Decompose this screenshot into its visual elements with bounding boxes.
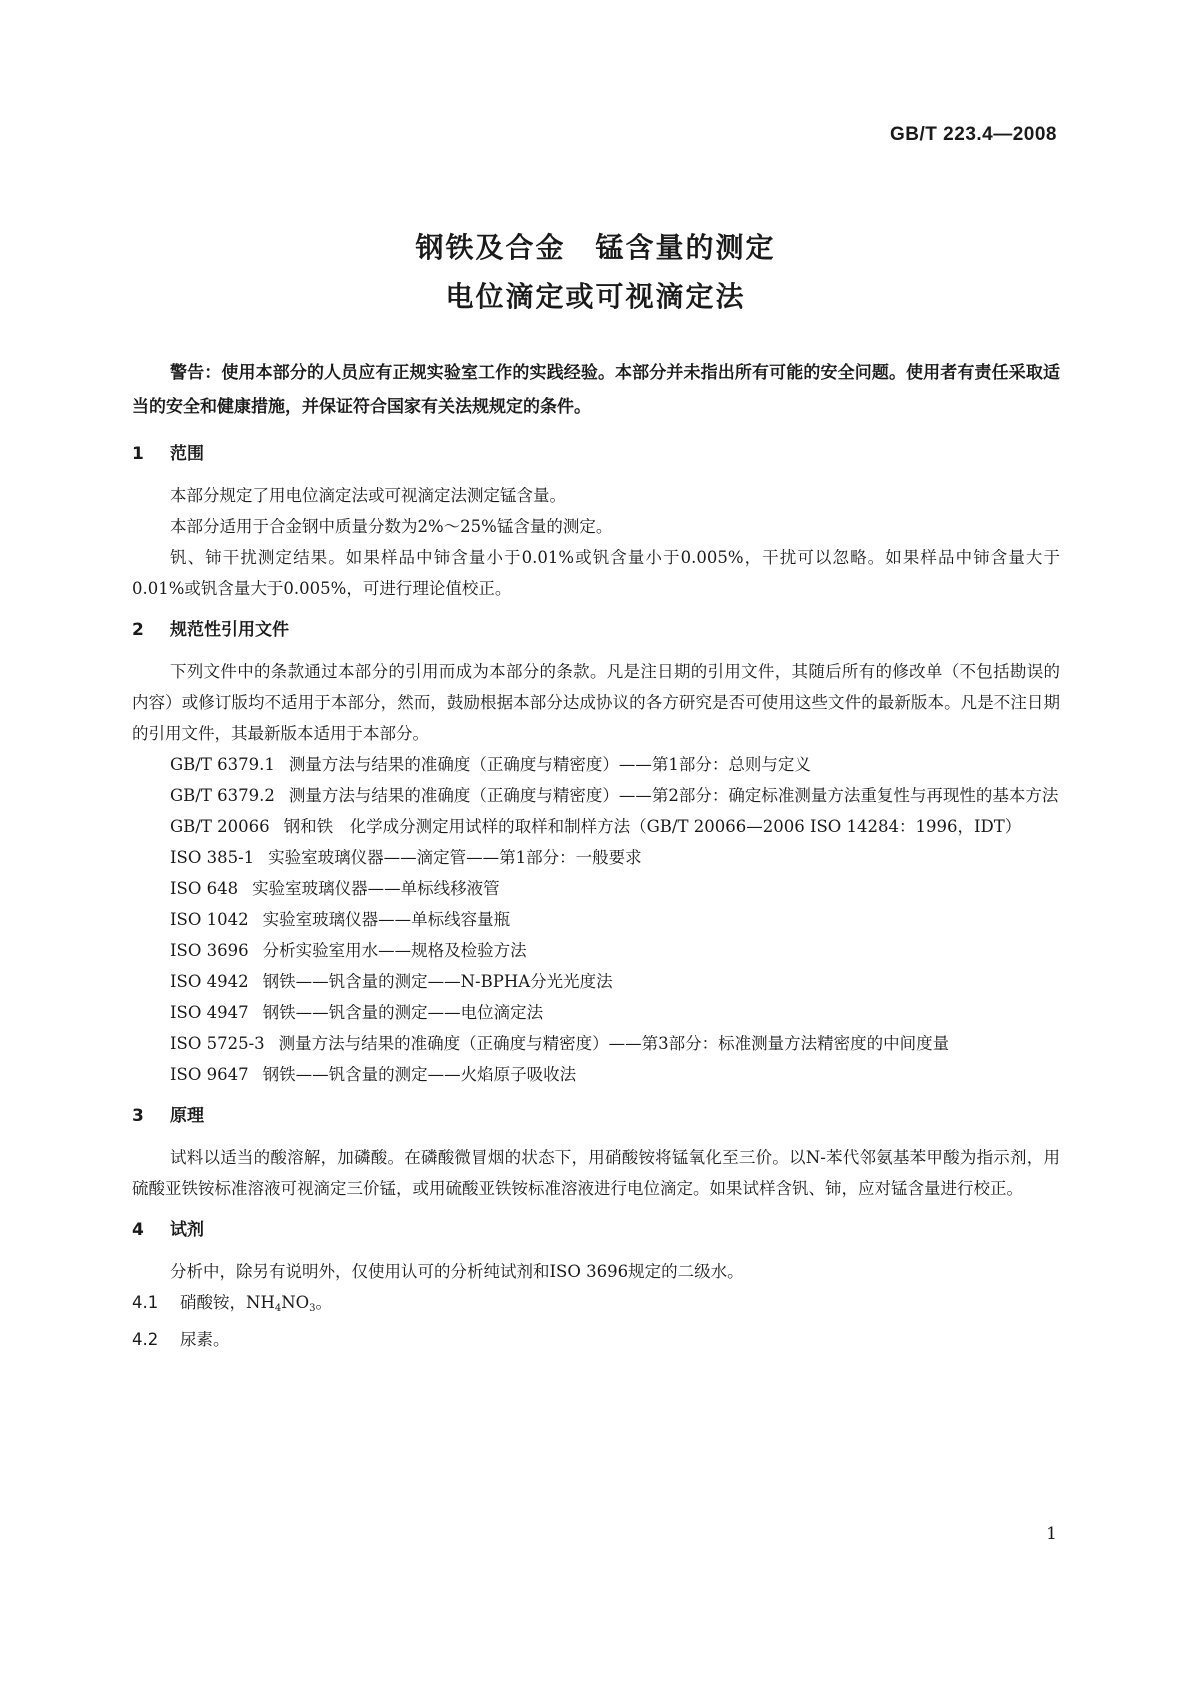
reference-entry xyxy=(132,904,1060,935)
reference-id: ISO 4942 xyxy=(170,972,249,991)
reference-entry xyxy=(132,842,1060,873)
reference-title: 测量方法与结果的准确度（正确度与精密度）——第1部分：总则与定义 xyxy=(288,755,811,774)
reference-id: GB/T 6379.1 xyxy=(170,755,275,774)
formula-part: NH xyxy=(246,1293,275,1312)
reference-entry xyxy=(132,1059,1060,1090)
reference-entry xyxy=(132,966,1060,997)
reference-title: 钢和铁 化学成分测定用试样的取样和制样方法（GB/T 20066—2006 ISO 14284：1996，IDT） xyxy=(283,817,1022,836)
reference-title: 实验室玻璃仪器——单标线移液管 xyxy=(252,879,500,898)
reference-title: 测量方法与结果的准确度（正确度与精密度）——第2部分：确定标准测量方法重复性与再现性的基本方法 xyxy=(288,786,1059,805)
reference-title: 分析实验室用水——规格及检验方法 xyxy=(262,941,527,960)
section-title: 原理 xyxy=(170,1106,204,1126)
formula-end: 。 xyxy=(315,1293,333,1312)
section-1-paragraph: 钒、铈干扰测定结果。如果样品中铈含量小于0.01%或钒含量小于0.005%，干扰可以忽略。如果样品中铈含量大于0.01%或钒含量大于0.005%，可进行理论值校正。 xyxy=(132,548,1060,598)
section-1-paragraph: 本部分规定了用电位滴定法或可视滴定法测定锰含量。 xyxy=(170,486,566,505)
standard-number: GB/T 223.4—2008 xyxy=(890,124,1057,145)
section-2-intro: 下列文件中的条款通过本部分的引用而成为本部分的条款。凡是注日期的引用文件，其随后所有的修改单（不包括勘误的内容）或修订版均不适用于本部分，然而，鼓励根据本部分达成协议的各方研究是否可使用这些文件的最新版本。凡是不注日期的引用文件，其最新版本适用于本部分。 xyxy=(132,662,1060,743)
reference-id: ISO 385-1 xyxy=(170,848,255,867)
reference-id: ISO 3696 xyxy=(170,941,249,960)
reference-entry xyxy=(132,811,1060,842)
reference-title: 实验室玻璃仪器——滴定管——第1部分：一般要求 xyxy=(268,848,642,867)
section-3-heading xyxy=(132,1104,1060,1128)
formula-subscript: 3 xyxy=(309,1303,316,1314)
reference-entry xyxy=(132,997,1060,1028)
section-number: 2 xyxy=(132,620,144,640)
section-number: 1 xyxy=(132,444,144,464)
section-2-heading xyxy=(132,618,1060,642)
reference-id: ISO 9647 xyxy=(170,1065,249,1084)
reference-title: 测量方法与结果的准确度（正确度与精密度）——第3部分：标准测量方法精密度的中间度量 xyxy=(278,1034,950,1053)
section-4-intro: 分析中，除另有说明外，仅使用认可的分析纯试剂和ISO 3696规定的二级水。 xyxy=(170,1262,744,1281)
section-1-heading xyxy=(132,442,1060,466)
formula-subscript: 4 xyxy=(274,1303,282,1314)
document-title-line2: 电位滴定或可视滴定法 xyxy=(445,280,746,313)
reagent-name: 硝酸铵， xyxy=(180,1293,246,1312)
reference-entry xyxy=(132,749,1060,780)
section-title: 试剂 xyxy=(170,1220,204,1240)
reference-id: GB/T 6379.2 xyxy=(170,786,275,805)
document-body xyxy=(132,356,1060,1355)
reference-id: GB/T 20066 xyxy=(170,817,270,836)
reference-entry xyxy=(132,935,1060,966)
page-number: 1 xyxy=(1046,1524,1057,1544)
reference-id: ISO 648 xyxy=(170,879,239,898)
reference-title: 实验室玻璃仪器——单标线容量瓶 xyxy=(262,910,511,929)
subsection-number: 4.2 xyxy=(132,1330,159,1349)
reagent-name: 尿素。 xyxy=(180,1330,230,1349)
section-title: 规范性引用文件 xyxy=(170,620,289,640)
section-number: 4 xyxy=(132,1220,144,1240)
reference-id: ISO 1042 xyxy=(170,910,249,929)
section-title: 范围 xyxy=(170,444,204,464)
reference-entry xyxy=(132,1028,1060,1059)
warning-paragraph: 警告：使用本部分的人员应有正规实验室工作的实践经验。本部分并未指出所有可能的安全问题。使用者有责任采取适当的安全和健康措施，并保证符合国家有关法规规定的条件。 xyxy=(132,363,1060,417)
reference-title: 钢铁——钒含量的测定——N-BPHA分光光度法 xyxy=(262,972,613,991)
subsection-4-2 xyxy=(132,1324,1060,1355)
subsection-number: 4.1 xyxy=(132,1293,159,1312)
reference-entry xyxy=(132,780,1060,811)
reference-title: 钢铁——钒含量的测定——电位滴定法 xyxy=(262,1003,544,1022)
section-4-heading xyxy=(132,1218,1060,1242)
reference-entry xyxy=(132,873,1060,904)
reference-id: ISO 5725-3 xyxy=(170,1034,265,1053)
reference-id: ISO 4947 xyxy=(170,1003,249,1022)
document-title-line1: 钢铁及合金 锰含量的测定 xyxy=(415,231,776,264)
subsection-4-1 xyxy=(132,1287,1060,1324)
section-3-paragraph: 试料以适当的酸溶解，加磷酸。在磷酸微冒烟的状态下，用硝酸铵将锰氧化至三价。以N-苯代邻氨基苯甲酸为指示剂，用硫酸亚铁铵标准溶液可视滴定三价锰，或用硫酸亚铁铵标准溶液进行电位滴定。如果试样含钒、铈，应对锰含量进行校正。 xyxy=(132,1148,1060,1198)
formula-part: NO xyxy=(281,1293,310,1312)
section-number: 3 xyxy=(132,1106,144,1126)
section-1-paragraph: 本部分适用于合金钢中质量分数为2%～25%锰含量的测定。 xyxy=(170,517,613,536)
reference-title: 钢铁——钒含量的测定——火焰原子吸收法 xyxy=(262,1065,577,1084)
